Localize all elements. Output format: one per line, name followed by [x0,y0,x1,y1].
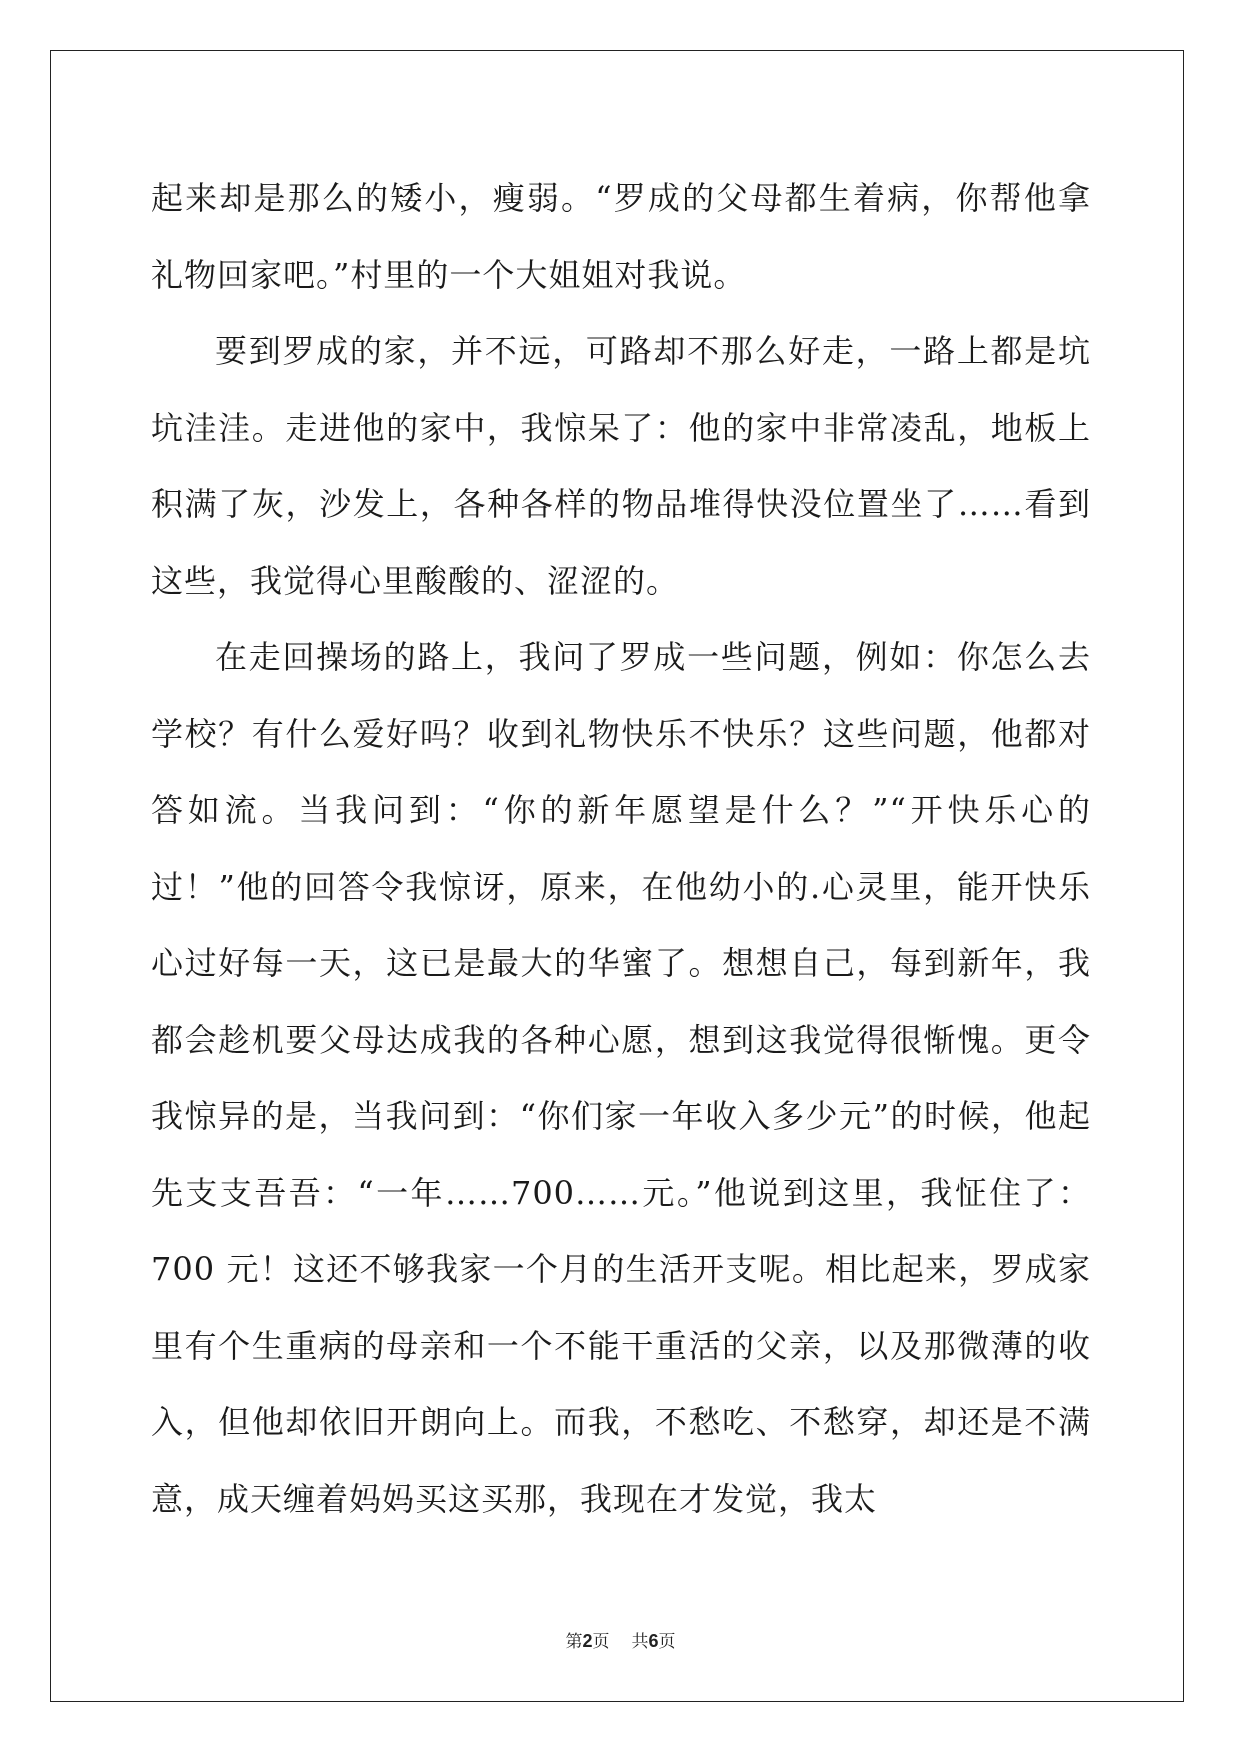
paragraph: 起来却是那么的矮小，瘦弱。“罗成的父母都生着病，你帮他拿礼物回家吧。”村里的一个大姐姐对我说。 [151,179,1091,294]
document-body [151,160,1091,1537]
paragraph: 要到罗成的家，并不远，可路却不那么好走，一路上都是坑坑洼洼。走进他的家中，我惊呆了：他的家中非常凌乱，地板上积满了灰，沙发上，各种各样的物品堆得快没位置坐了……看到这些，我觉得心里酸酸的、涩涩的。 [151,332,1091,600]
total-label-suffix: 页 [658,1632,676,1652]
page-footer [0,1627,1241,1652]
total-label-prefix: 共 [631,1632,649,1652]
current-page-number: 2 [582,1631,593,1651]
page-label-prefix: 第 [565,1632,583,1652]
page-label-suffix: 页 [592,1632,610,1652]
total-page-count: 6 [648,1631,659,1651]
paragraph: 在走回操场的路上，我问了罗成一些问题，例如：你怎么去学校？有什么爱好吗？收到礼物快乐不快乐？这些问题，他都对答如流。当我问到：“你的新年愿望是什么？”“开快乐心的过！”他的回答令我惊讶，原来，在他幼小的.心灵里，能开快乐心过好每一天，这已是最大的华蜜了。想想自己，每到新年，我都会趁机要父母达成我的各种心愿，想到这我觉得很惭愧。更令我惊异的是，当我问到：“你们家一年收入多少元”的时候，他起先支支吾吾：“一年……700……元。”他说到这里，我怔住了：700 元！这还不够我家一个月的生活开支呢。相比起来，罗成家里有个生重病的母亲和一个不能干重活的父亲，以及那微薄的收入，但他却依旧开朗向上。而我，不愁吃、不愁穿，却还是不满意，成天缠着妈妈买这买那，我现在才发觉，我太 [151,638,1091,1518]
